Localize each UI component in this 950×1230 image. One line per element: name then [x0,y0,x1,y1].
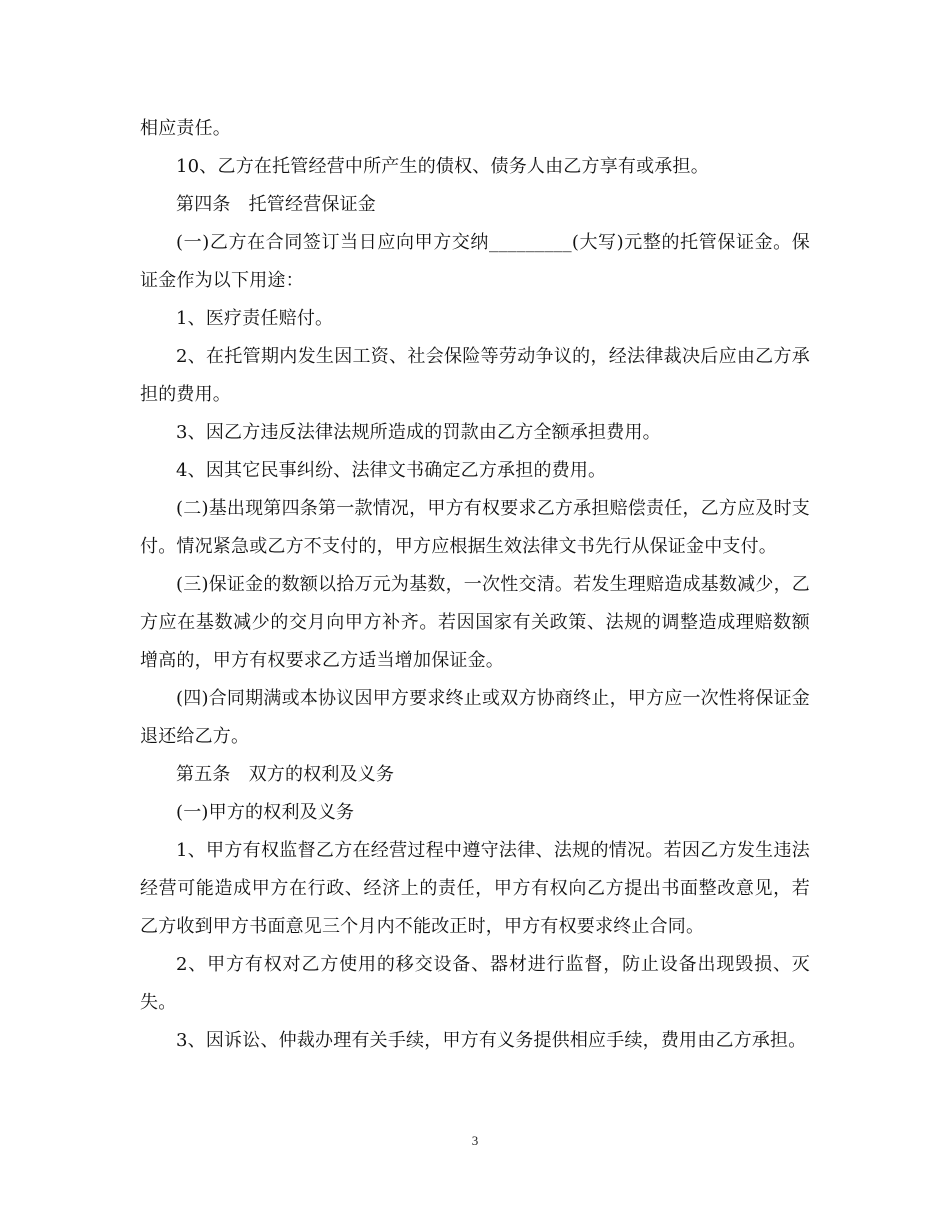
article-five-number: 第五条 [176,764,231,785]
page-number: 3 [471,1133,479,1148]
article-five-heading [140,756,810,794]
paragraph-deposit-four: (四)合同期满或本协议因甲方要求终止或双方协商终止，甲方应一次性将保证金退还给乙方。 [140,688,810,747]
paragraph-party-a-right-3: 3、因诉讼、仲裁办理有关手续，甲方有义务提供相应手续，费用由乙方承担。 [176,1030,807,1051]
article-four-number: 第四条 [176,194,231,215]
paragraph-party-a-heading: (一)甲方的权利及义务 [176,802,355,823]
paragraph-deposit-two: (二)基出现第四条第一款情况，甲方有权要求乙方承担赔偿责任，乙方应及时支付。情况紧急或乙方不支付的，甲方应根据生效法律文书先行从保证金中支付。 [140,498,810,557]
paragraph-deposit-one: (一)乙方在合同签订当日应向甲方交纳_________(大写)元整的托管保证金。保证金作为以下用途： [140,232,810,291]
paragraph-use-2: 2、在托管期内发生因工资、社会保险等劳动争议的，经法律裁决后应由乙方承担的费用。 [140,346,810,405]
paragraph-item-10: 10、乙方在托管经营中所产生的债权、债务人由乙方享有或承担。 [176,156,709,177]
paragraph-use-3: 3、因乙方违反法律法规所造成的罚款由乙方全额承担费用。 [176,422,661,443]
article-four-heading [140,186,810,224]
article-five-title: 双方的权利及义务 [248,764,395,785]
paragraph-use-1: 1、医疗责任赔付。 [176,308,334,329]
paragraph-party-a-right-2: 2、甲方有权对乙方使用的移交设备、器材进行监督，防止设备出现毁损、灭失。 [140,954,810,1013]
article-four-title: 托管经营保证金 [248,194,377,215]
paragraph-deposit-three: (三)保证金的数额以拾万元为基数，一次性交清。若发生理赔造成基数减少，乙方应在基数减少的交月向甲方补齐。若因国家有关政策、法规的调整造成理赔数额增高的，甲方有权要求乙方适当增加保证金。 [140,574,810,671]
paragraph-party-a-right-1: 1、甲方有权监督乙方在经营过程中遵守法律、法规的情况。若因乙方发生违法经营可能造成甲方在行政、经济上的责任，甲方有权向乙方提出书面整改意见，若乙方收到甲方书面意见三个月内不能改正时，甲方有权要求终止合同。 [140,840,810,937]
paragraph-use-4: 4、因其它民事纠纷、法律文书确定乙方承担的费用。 [176,460,607,481]
paragraph-continuation: 相应责任。 [140,118,231,139]
document-body [140,110,810,1060]
